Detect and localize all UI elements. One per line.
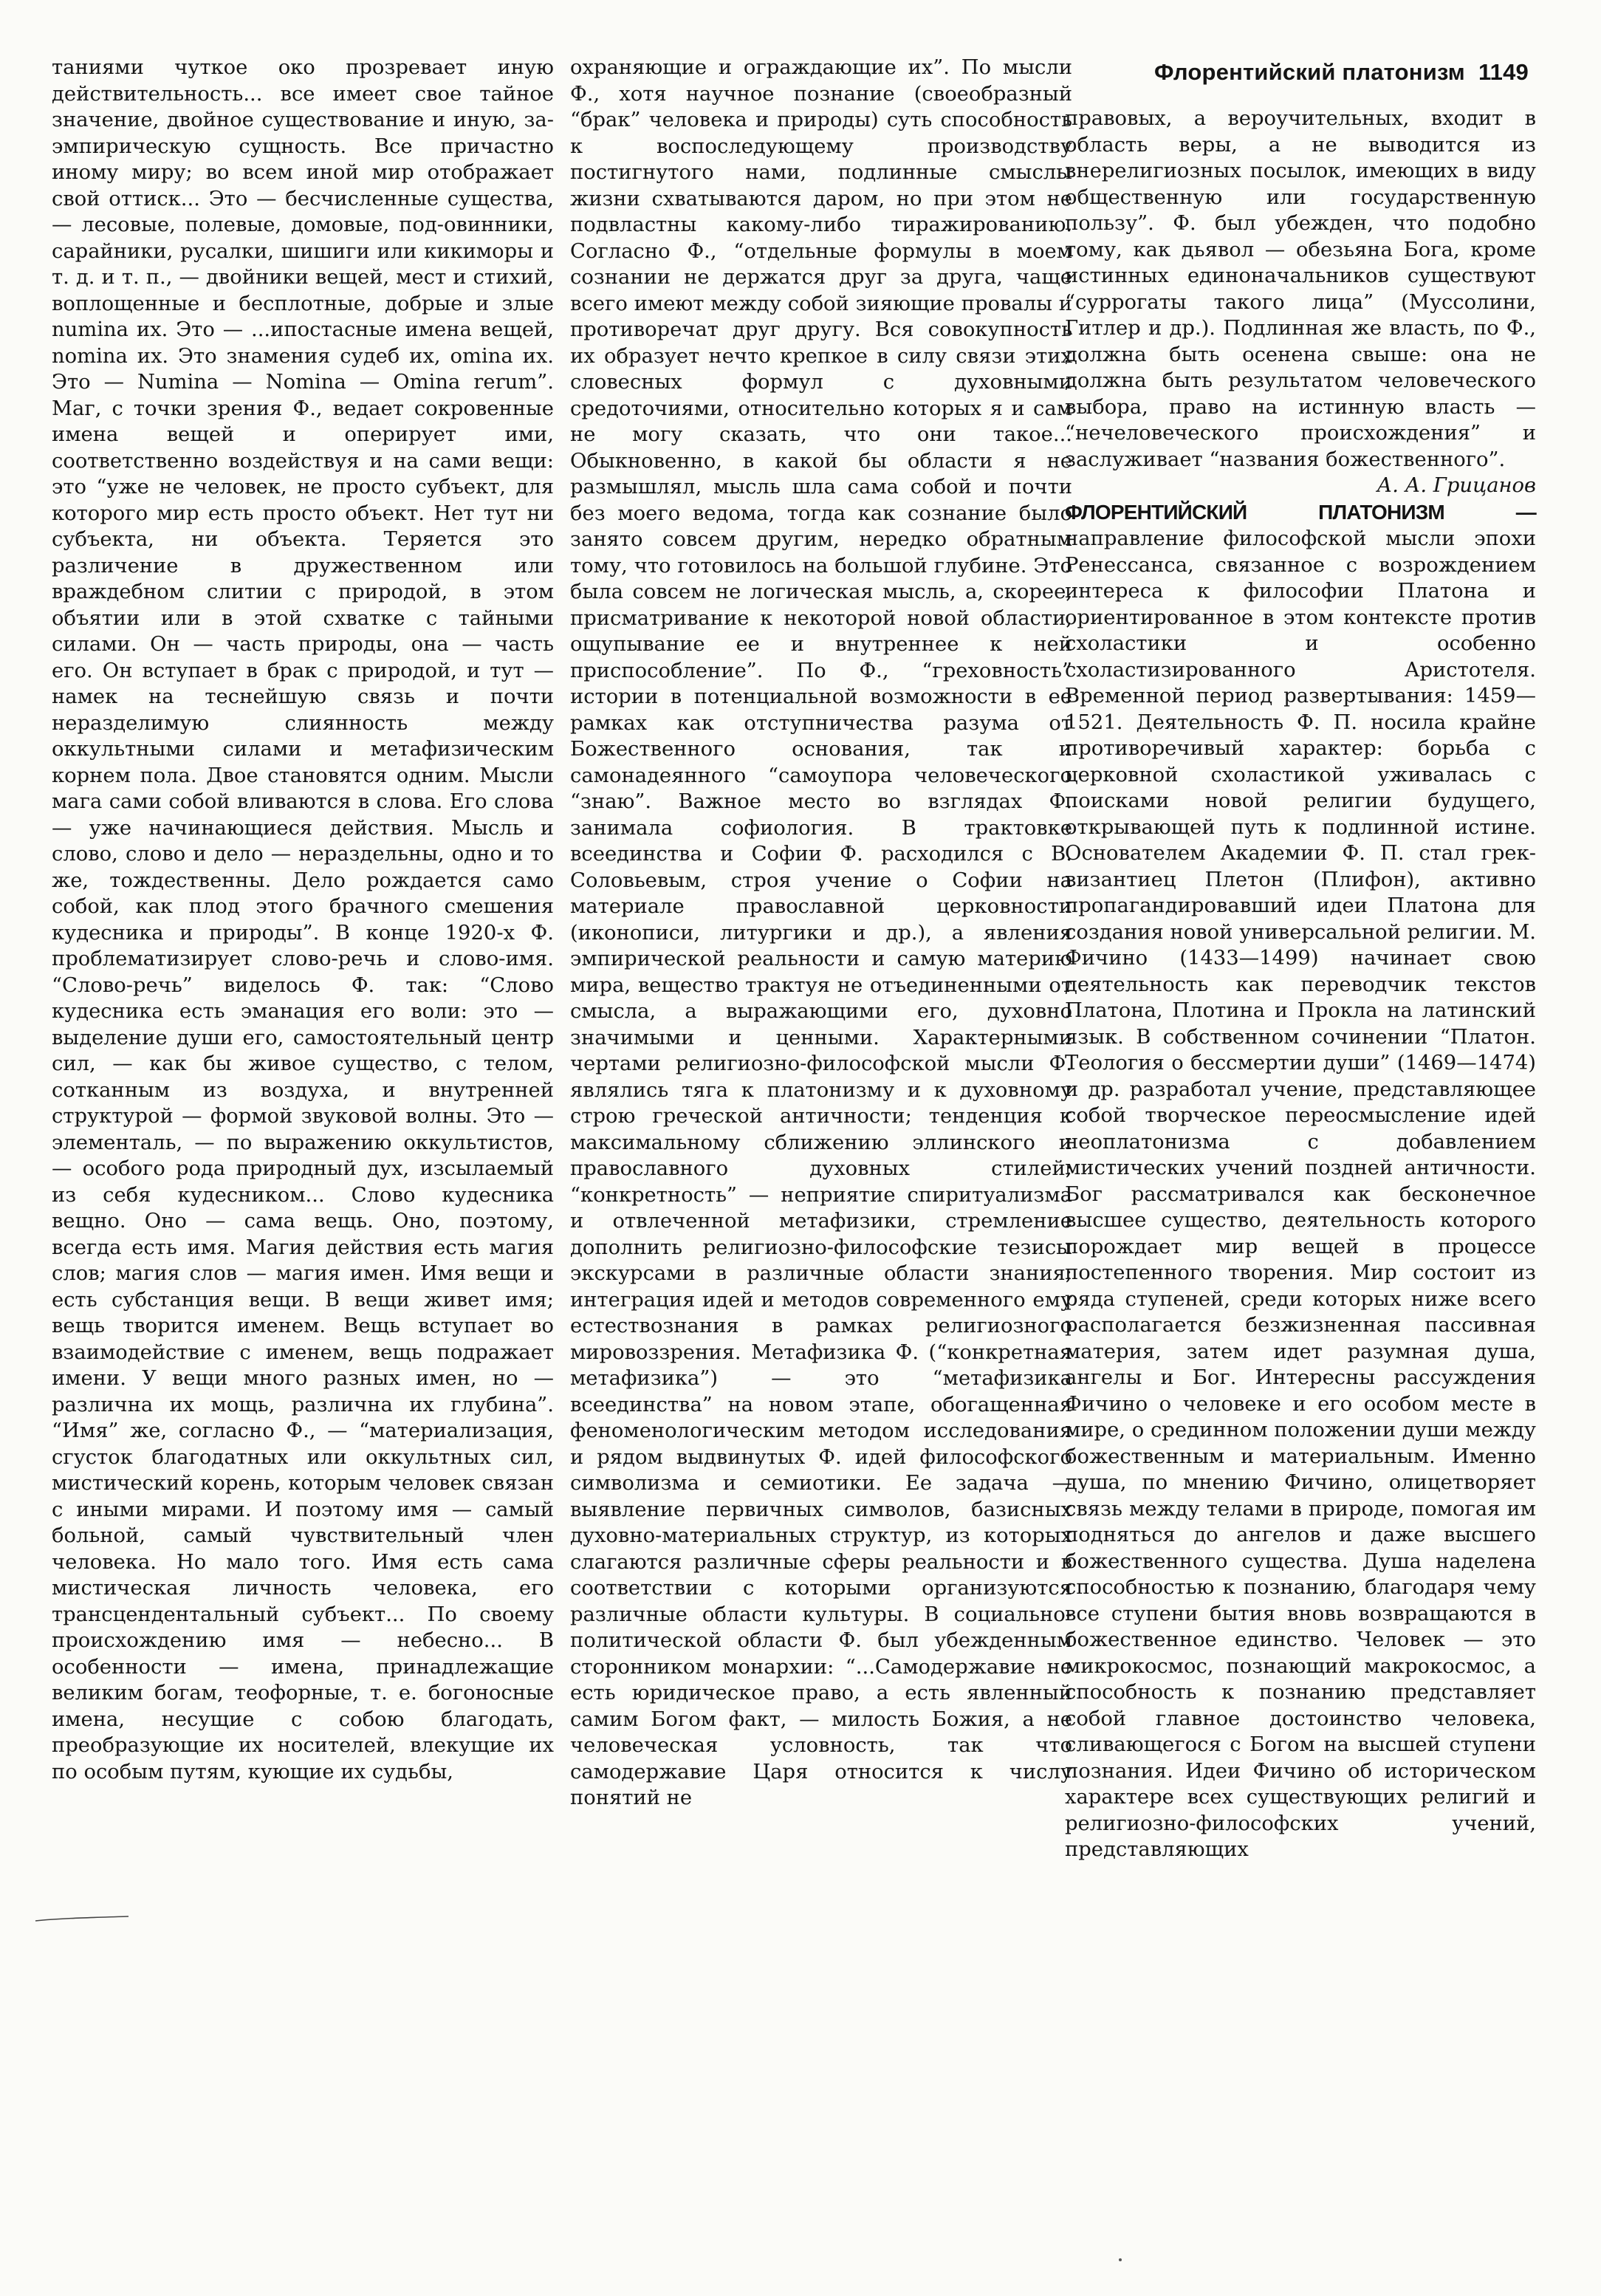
text-column-3: [1065, 106, 1536, 1863]
print-speck: [1119, 2258, 1122, 2261]
running-head-title: Флорентийский платонизм: [1154, 59, 1465, 85]
entry-title: ФЛОРЕНТИЙСКИЙ ПЛАТОНИЗМ —: [1065, 500, 1536, 524]
entry-paragraph: [1065, 499, 1536, 1863]
text-column-2: [570, 55, 1072, 1812]
page-number: 1149: [1478, 59, 1529, 85]
column2-text: охраняющие и ограждающие их”. По мысли Ф., хотя научное познание (своеобразный “брак” человека и природы) суть способность к воспоследующему производству постигнутого нами, подлинные смыслы жизни схватываются даром, но при этом не подвластны какому-либо тиражированию. Согласно Ф., “отдельные формулы в моем сознании не держатся друг за друга, чаще всего имеют между собой зияющие провалы и противоречат друг другу. Вся совокупность их образует нечто крепкое в силу связи этих словесных формул с духовными средоточиями, относительно которых я и сам не могу сказать, что они такое... Обыкновенно, в какой бы области я не размышлял, мысль шла сама собой и почти без моего ведома, тогда как сознание было занято совсем другим, нередко обратным тому, что готовилось на большой глубине. Это была совсем не логическая мысль, а, скорее, присматривание к некоторой новой области, ощупывание ее и внутреннее к ней приспособление”. По Ф., “греховность” истории в потенциальной возможности в ее рамках как отступничества разума от Божественного основания, так и самонадеянного “самоупора человеческого “знаю”. Важное место во взглядах Ф. занимала софиология. В трактовке всеединства и Софии Ф. расходился с В. Соловьевым, строя учение о Софии на материале православной церковности (иконописи, литургики и др.), а явления эмпирической реальности и самую материю мира, вещество трактуя не отъединенными от смысла, а выражающими его, духовно значимыми и ценными. Характерными чертами религиозно-философской мысли Ф. являлись тяга к платонизму и к духовному строю греческой античности; тенденция к максимальному сближению эллинского и православного духовных стилей; “конкретность” — неприятие спиритуализма и отвлеченной метафизики, стремление дополнить религиозно-философские тезисы экскурсами в различные области знания; интеграция идей и методов современного ему естествознания в рамках религиозного мировоззрения. Метафизика Ф. (“конкретная метафизика”) — это “метафизика всеединства” на новом этапе, обогащенная феноменологическим методом исследования и рядом выдвинутых Ф. идей философского символизма и семиотики. Ее задача — выявление первичных символов, базисных духовно-материальных структур, из которых слагаются различные сферы реальности и в соответствии с которыми организуются различные области культуры. В социально-политической области Ф. был убежденным сторонником монархии: “...Самодержавие не есть юридическое право, а есть явленный самим Богом факт, — милость Божия, а не человеческая условность, так что самодержавие Царя относится к числу понятий не: [570, 56, 1072, 1809]
entry-text: направление философской мысли эпохи Ренессанса, связанное с возрождением интереса к философии Платона и ориентированное в этом контексте против схоластики и особенно схоластизированного Аристотеля. Временной период развертывания: 1459—1521. Деятельность Ф. П. носила крайне противоречивый характер: борьба с церковной схоластикой уживалась с поисками новой религии будущего, открывающей путь к подлинной истине. Основателем Академии Ф. П. стал грек-византиец Плетон (Плифон), активно пропагандировавший идеи Платона для создания новой универсальной религии. М. Фичино (1433—1499) начинает свою деятельность как переводчик текстов Платона, Плотина и Прокла на латинский язык. В собственном сочинении “Платон. Теология о бессмертии души” (1469—1474) и др. разработал учение, представляющее собой творческое переосмысление идей неоплатонизма с добавлением мистических учений поздней античности. Бог рассматривался как бесконечное высшее существо, деятельность которого порождает мир вещей в процессе постепенного творения. Мир состоит из ряда ступеней, среди которых ниже всего располагается безжизненная пассивная материя, затем идет разумная душа, ангелы и Бог. Интересны рассуждения Фичино о человеке и его особом месте в мире, о срединном положении души между божественным и материальным. Именно душа, по мнению Фичино, олицетворяет связь между телами в природе, помогая им подняться до ангелов и даже высшего божественного существа. Душа наделена способностью к познанию, благодаря чему все ступени бытия вновь возвращаются в божественное единство. Человек — это микрокосмос, познающий макрокосмос, а способность к познанию представляет собой главное достоинство человека, сливающегося с Богом на высшей ступени познания. Идеи Фичино об историческом характере всех существующих религий и религиозно-философских учений, представляющих: [1065, 527, 1536, 1861]
column3-text-before-author: правовых, а вероучительных, входит в область веры, а не выводится из внерелигиозных посылок, имеющих в виду общественную или государственную пользу”. Ф. был убежден, что подобно тому, как дьявол — обезьяна Бога, кроме истинных единоначальников существуют “суррогаты такого лица” (Муссолини, Гитлер и др.). Подлинная же власть, по Ф., должна быть осенена свыше: она не должна быть результатом человеческого выбора, право на истинную власть — “нечеловеческого происхождения” и заслуживает “названия божественного”.: [1065, 107, 1536, 471]
running-head: [1154, 59, 1529, 86]
text-column-1: [52, 55, 554, 1785]
column1-text: таниями чуткое око прозревает иную действительность... все имеет свое тайное значение, двойное существование и иную, за-эмпирическую сущность. Все причастно иному миру; во всем иной мир отображает свой оттиск... Это — бесчисленные существа, — лесовые, полевые, домовые, под-овинники, сарайники, русалки, шишиги или кикиморы и т. д. и т. п., — двойники вещей, мест и стихий, воплощенные и бесплотные, добрые и злые numina их. Это — ...ипостасные имена вещей, nomina их. Это знамения судеб их, omina их. Это — Numina — Nomina — Omina rerum”. Маг, с точки зрения Ф., ведает сокровенные имена вещей и оперирует ими, соответственно воздействуя и на сами вещи: это “уже не человек, не просто субъект, для которого мир есть просто объект. Нет тут ни субъекта, ни объекта. Теряется это различение в дружественном или враждебном слитии с природой, в этом объятии или в этой схватке с тайными силами. Он — часть природы, она — часть его. Он вступает в брак с природой, и тут — намек на теснейшую связь и почти неразделимую слиянность между оккультными силами и метафизическим корнем пола. Двое становятся одним. Мысли мага сами собой вливаются в слова. Его слова — уже начинающиеся действия. Мысль и слово, слово и дело — нераздельны, одно и то же, тождественны. Дело рождается само собой, как плод этого брачного смешения кудесника и природы”. В конце 1920-х Ф. проблематизирует слово-речь и слово-имя. “Слово-речь” виделось Ф. так: “Слово кудесника есть эманация его воли: это — выделение души его, самостоятельный центр сил, — как бы живое существо, с телом, сотканным из воздуха, и внутренней структурой — формой звуковой волны. Это — элементаль, — по выражению оккультистов, — особого рода природный дух, изсылаемый из себя кудесником... Слово кудесника вещно. Оно — сама вещь. Оно, поэтому, всегда есть имя. Магия действия есть магия слов; магия слов — магия имен. Имя вещи и есть субстанция вещи. В вещи живет имя; вещь творится именем. Вещь вступает во взаимодействие с именем, вещь подражает имени. У вещи много разных имен, но — различна их мощь, различна их глубина”. “Имя” же, согласно Ф., — “материализация, сгусток благодатных или оккультных сил, мистический корень, которым человек связан с иными мирами. И поэтому имя — самый больной, самый чувствительный член человека. Но мало того. Имя есть сама мистическая личность человека, его трансцендентальный субъект... По своему происхождению имя — небесно... В особенности — имена, принадлежащие великим богам, теофорные, т. е. богоносные имена, несущие с собою благодать, преобразующие их носителей, влекущие их по особым путям, кующие их судьбы,: [52, 56, 554, 1783]
pen-mark: [34, 1914, 130, 1923]
article-author: А. А. Грицанов: [1377, 474, 1536, 497]
